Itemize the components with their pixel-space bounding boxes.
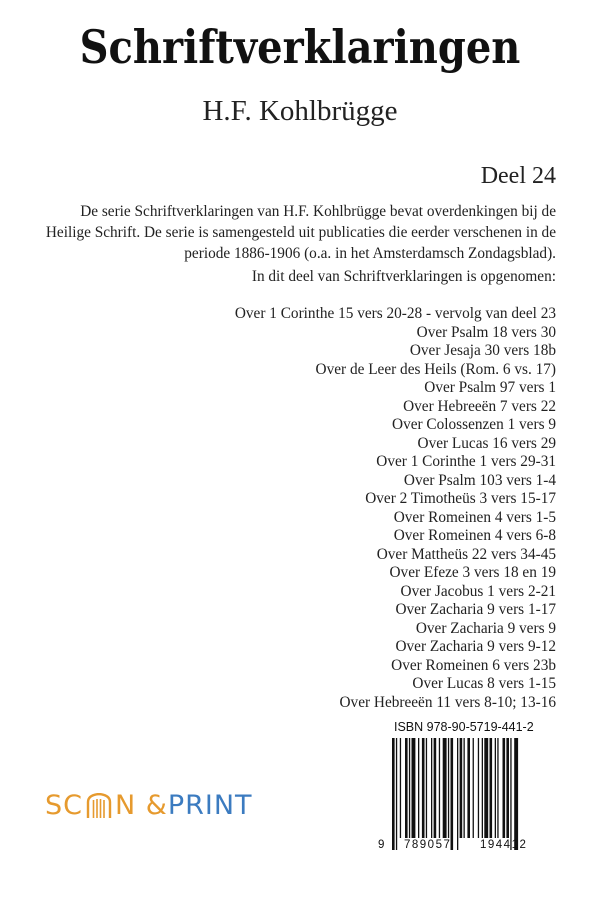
list-item: Over Zacharia 9 vers 9 [415, 619, 556, 637]
list-item: Over Romeinen 4 vers 6-8 [393, 527, 556, 544]
barcode-bar [418, 738, 419, 838]
barcode-bar [434, 738, 437, 838]
list-item: Over Hebreeën 11 vers 8-10; 13-16 [339, 693, 556, 711]
barcode-bar [490, 738, 493, 838]
list-item: Over Psalm 18 vers 30 [416, 323, 556, 341]
list-item: Over Romeinen 4 vers 1-5 [393, 508, 556, 526]
intro-paragraph: De serie Schriftverklaringen van H.F. Kohlbrügge bevat overdenkingen bij de Heilige Schrift. De serie is samengesteld uit publicaties die eerder verschenen in de periode 1886-1906 (o.a. in het Amsterdamsch Zondagsblad). [45, 203, 556, 262]
barcode-bar [495, 738, 496, 838]
list-item: Over Psalm 97 vers 1 [424, 379, 556, 396]
list-item: Over 2 Timotheüs 3 vers 15-17 [365, 490, 556, 507]
list-item: Over 1 Corinthe 1 vers 29-31 [376, 453, 556, 470]
list-item: Over 1 Corinthe 15 vers 20-28 - vervolg van deel 23 [234, 305, 556, 322]
list-item: Over Zacharia 9 vers 1-17 [395, 601, 556, 618]
barcode-bar [431, 738, 432, 838]
publisher-logo [45, 790, 253, 821]
list-item: Over Hebreeën 7 vers 22 [403, 397, 556, 415]
barcode-bar [467, 738, 470, 838]
isbn-label: ISBN 978-90-5719-441-2 [394, 720, 534, 734]
barcode-bar [412, 738, 416, 838]
list-item: Over Psalm 103 vers 1-4 [403, 471, 556, 489]
barcode-bar [448, 738, 449, 838]
barcode-bar [482, 738, 483, 838]
list-item: Over Lucas 8 vers 1-15 [412, 675, 556, 692]
list-item: Over Efeze 3 vers 18 en 19 [389, 564, 556, 581]
barcode-bars [392, 738, 552, 853]
barcode-digits-left: 789057 [404, 839, 452, 851]
barcode-bar [473, 738, 474, 838]
contents-list [96, 305, 556, 712]
barcode-bar [405, 738, 408, 838]
list-item: Over Colossenzen 1 vers 9 [392, 416, 556, 433]
list-item: Over Jesaja 30 vers 18b [409, 342, 556, 359]
contents-heading: In dit deel van Schriftverklaringen is opgenomen: [251, 268, 556, 285]
volume-label: Deel 24 [480, 163, 556, 189]
barcode-bar [484, 738, 488, 838]
list-item: Over Romeinen 6 vers 23b [391, 656, 556, 674]
list-item: Over Zacharia 9 vers 9-12 [395, 638, 556, 655]
logo-text-sc: SC [45, 790, 83, 821]
barcode-digit-first: 9 [378, 839, 385, 851]
barcode-bar [497, 738, 498, 838]
book-title: Schriftverklaringen [79, 20, 521, 75]
barcode-bar [400, 738, 401, 838]
barcode-bar [426, 738, 427, 838]
barcode-bar [514, 738, 518, 850]
list-item: Over Lucas 16 vers 29 [417, 434, 556, 452]
barcode-bar [451, 738, 454, 850]
barcode [378, 720, 557, 860]
barcode-bar [506, 738, 509, 838]
pillar-icon [85, 793, 113, 819]
logo-text-print: PRINT [167, 790, 253, 821]
author-name: H.F. Kohlbrügge [202, 95, 398, 127]
list-item: Over Jacobus 1 vers 2-21 [400, 582, 556, 600]
list-item: Over de Leer des Heils (Rom. 6 vs. 17) [315, 360, 556, 378]
barcode-bar [460, 738, 463, 838]
barcode-bar [439, 738, 440, 838]
barcode-digits-right: 194412 [480, 839, 528, 851]
barcode-bar [464, 738, 465, 838]
barcode-bar [503, 738, 506, 838]
barcode-bar [392, 738, 395, 850]
barcode-bar [396, 738, 397, 850]
barcode-bar [478, 738, 479, 838]
list-item: Over Mattheüs 22 vers 34-45 [376, 545, 556, 563]
barcode-bar [409, 738, 410, 838]
barcode-bar [422, 738, 425, 838]
logo-text-n: N & [115, 790, 168, 821]
barcode-bar [510, 738, 511, 850]
barcode-bar [457, 738, 458, 850]
barcode-bar [443, 738, 447, 838]
